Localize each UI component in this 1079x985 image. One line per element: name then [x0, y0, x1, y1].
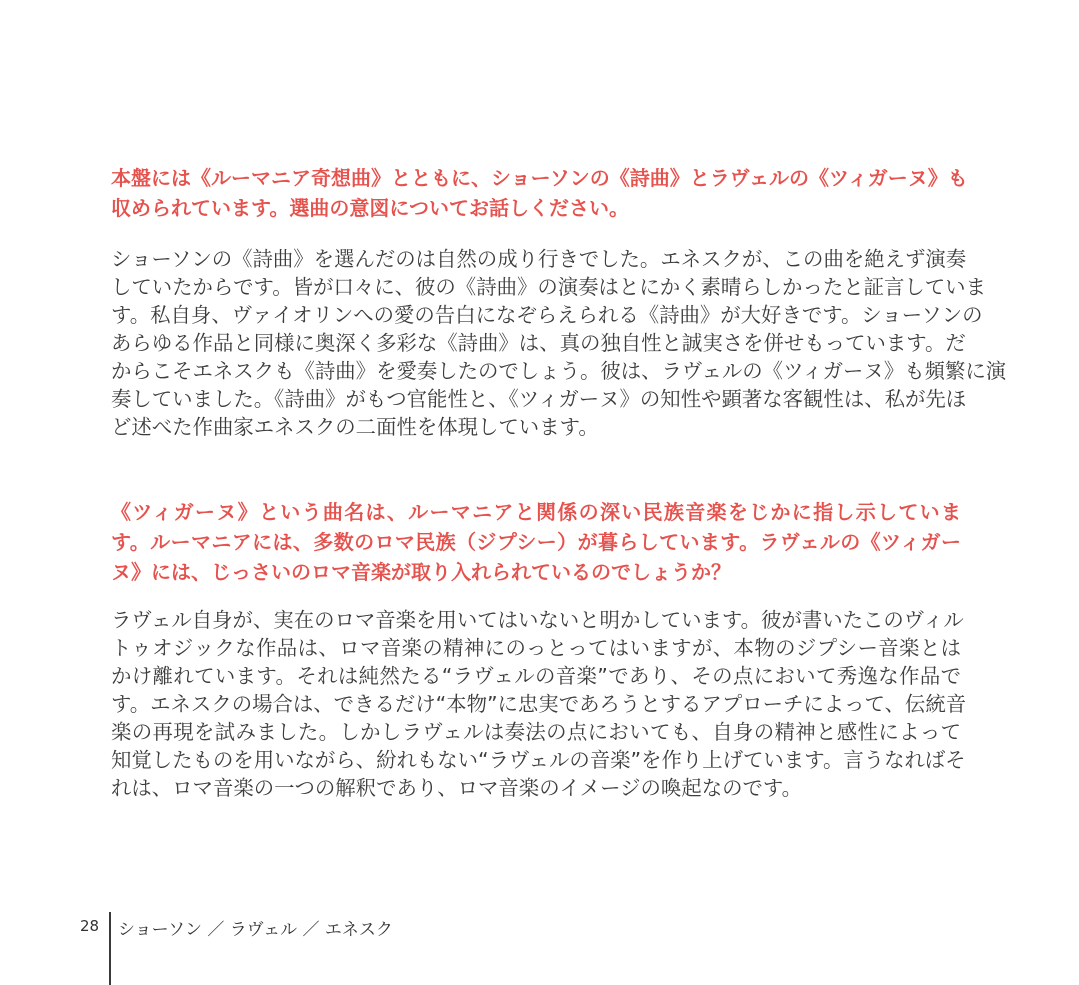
- answer-2-line-6: 知覚したものを用いながら、紛れもない“ラヴェルの音楽”を作り上げています。言うなればそ: [111, 748, 966, 772]
- answer-2-line-2: トゥオジックな作品は、ロマ音楽の精神にのっとってはいますが、本物のジプシー音楽とは: [111, 636, 961, 660]
- answer-1-line-4: あらゆる作品と同様に奥深く多彩な《詩曲》は、真の独自性と誠実さを併せもっています。だ: [111, 331, 966, 355]
- interview-question-2: [111, 497, 961, 587]
- answer-2-line-4: す。エネスクの場合は、できるだけ“本物”に忠実であろうとするアプローチによって、伝統音: [111, 692, 967, 716]
- question-1-line-2: 収められています。選曲の意図についてお話しください。: [111, 196, 629, 220]
- interview-answer-1: [111, 245, 1007, 441]
- page-footer: [80, 912, 480, 985]
- question-2-line-3: ヌ》には、じっさいのロマ音楽が取り入れられているのでしょうか？: [111, 560, 731, 584]
- answer-1-line-6: 奏していました。《詩曲》がもつ官能性と、《ツィガーヌ》の知性や顕著な客観性は、私が先ほ: [111, 387, 967, 411]
- page-number: 28: [80, 917, 100, 935]
- question-2-line-2: す。ルーマニアには、多数のロマ民族（ジプシー）が暮らしています。ラヴェルの《ツィガー: [111, 530, 961, 554]
- running-title: ショーソン ／ ラヴェル ／ エネスク: [118, 920, 393, 940]
- answer-1-line-3: す。私自身、ヴァイオリンへの愛の告白になぞらえられる《詩曲》が大好きです。ショーソンの: [111, 303, 983, 327]
- answer-1-line-1: ショーソンの《詩曲》を選んだのは自然の成り行きでした。エネスクが、この曲を絶えず演奏: [111, 247, 967, 271]
- question-2-line-1: 《ツィガーヌ》という曲名は、ルーマニアと関係の深い民族音楽をじかに指し示していま: [111, 500, 961, 524]
- answer-1-line-5: からこそエネスクも《詩曲》を愛奏したのでしょう。彼は、ラヴェルの《ツィガーヌ》も頻繁に演: [111, 359, 1007, 383]
- answer-1-line-7: ど述べた作曲家エネスクの二面性を体現しています。: [111, 415, 599, 439]
- answer-2-line-5: 楽の再現を試みました。しかしラヴェルは奏法の点においても、自身の精神と感性によって: [111, 720, 961, 744]
- interview-question-1: [111, 163, 968, 223]
- question-1-line-1: 本盤には《ルーマニア奇想曲》とともに、ショーソンの《詩曲》とラヴェルの《ツィガーヌ》も: [111, 166, 968, 190]
- answer-1-line-2: していたからです。皆が口々に、彼の《詩曲》の演奏はとにかく素晴らしかったと証言していま: [111, 275, 986, 299]
- interview-answer-2: [111, 606, 967, 802]
- answer-2-line-3: かけ離れています。それは純然たる“ラヴェルの音楽”であり、その点において秀逸な作品で: [111, 664, 961, 688]
- answer-2-line-7: れは、ロマ音楽の一つの解釈であり、ロマ音楽のイメージの喚起なのです。: [111, 776, 803, 800]
- footer-divider: [109, 912, 111, 985]
- answer-2-line-1: ラヴェル自身が、実在のロマ音楽を用いてはいないと明かしています。彼が書いたこのヴィル: [111, 608, 964, 632]
